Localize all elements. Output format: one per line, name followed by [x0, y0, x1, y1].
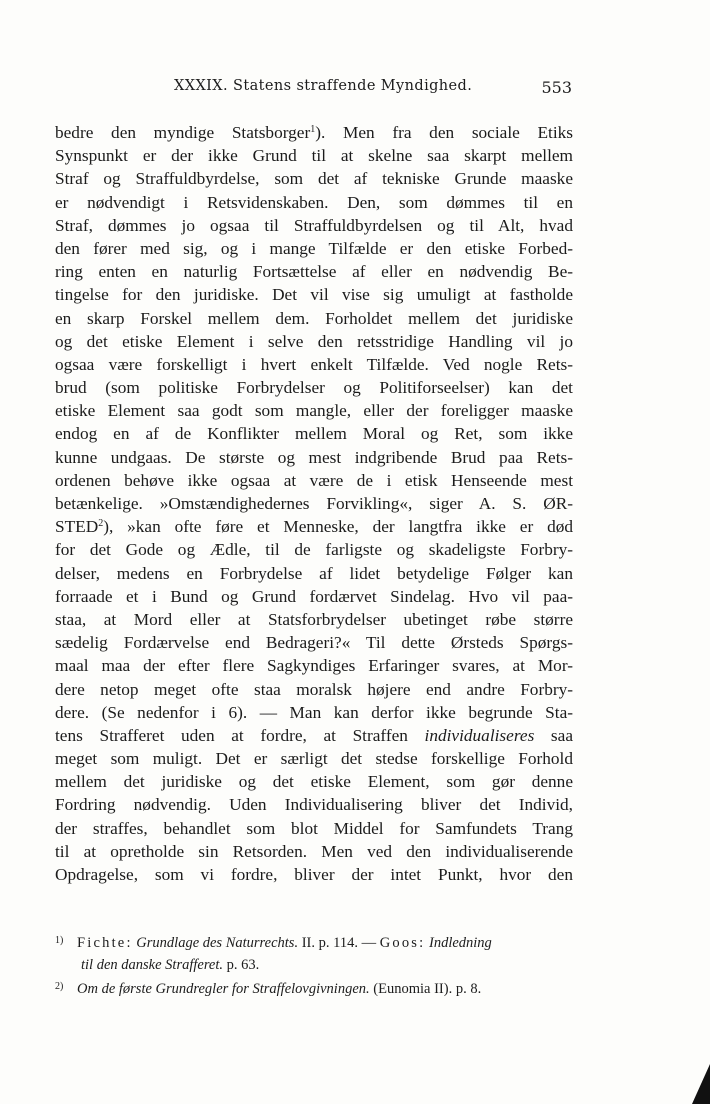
text-line: bedre den myndige Statsborger$^1$). Men fra den sociale Etiks: [55, 123, 573, 142]
footnote-ref-1[interactable]: 1: [310, 124, 316, 135]
footnote-work: til den danske Strafferet.: [81, 957, 224, 973]
text-line: tens Strafferet uden at fordre, at Straffen individualiseres saa: [55, 725, 573, 745]
footnote-2: 2) Om de første Grundregler for Straffelovgivningen. (Eunomia II). p. 8.: [55, 976, 573, 1000]
footnote-work: Om de første Grundregler for Straffelovgivningen.: [77, 981, 370, 997]
text-line: der straffes, behandlet som blot Middel for Samfundets Trang: [55, 818, 573, 838]
text-line: Fordring nødvendig. Uden Individualisering bliver det Individ,: [55, 795, 573, 815]
footnote-work: Grundlage des Naturrechts.: [136, 935, 299, 951]
text-line: og det etiske Element i selve den retsstridige Handling vil jo: [55, 331, 573, 351]
footnote-ref-2[interactable]: 2: [98, 518, 104, 530]
text-line: brud (som politiske Forbrydelser og Politiforseelser) kan det: [55, 378, 573, 398]
footnote-author: Fichte:: [77, 935, 133, 951]
text-line: delser, medens en Forbrydelse af lidet betydelige Følger kan: [55, 563, 573, 583]
text-line: er nødvendigt i Retsvidenskaben. Den, som dømmes til en: [55, 192, 573, 212]
text-line: endog en af de Konflikter mellem Moral og Ret, som ikke: [55, 424, 573, 444]
footnote-mark: 2): [55, 981, 64, 992]
footnote-author: Goos:: [379, 935, 426, 951]
text-line: ogsaa være forskelligt i hvert enkelt Tilfælde. Ved nogle Rets-: [55, 354, 573, 374]
footnote-1-continued: til den danske Strafferet. p. 63.: [81, 957, 260, 973]
text-line: maal maa der efter flere Sagkyndiges Erfaringer svares, at Mor-: [55, 656, 573, 676]
text-line: forraade et i Bund og Grund fordærvet Sindelag. Hvo vil paa-: [55, 586, 573, 606]
text-line: dere. (Se nedenfor i 6). — Man kan derfor ikke begrunde Sta-: [55, 702, 573, 722]
text-line: staa, at Mord eller at Statsforbrydelser ubetinget røbe større: [55, 609, 573, 629]
footnotes: [55, 930, 573, 1000]
text-line: Straf, dømmes jo ogsaa til Straffuldbyrdelsen og til Alt, hvad: [55, 215, 573, 235]
text-line: ordenen behøve ikke ogsaa at være de i etisk Henseende mest: [55, 470, 573, 490]
footnote-1: 1) Fichte: Grundlage des Naturrechts. II. p. 114. — Goos: Indledning: [55, 930, 573, 954]
text-line: Opdragelse, som vi fordre, bliver der intet Punkt, hvor den: [55, 865, 573, 884]
footnote-work: Indledning: [428, 935, 492, 951]
text-line: STED$^2$), »kan ofte føre et Menneske, der langtfra ikke er død: [55, 517, 573, 537]
text-line: meget som muligt. Det er særligt det stedse forskellige Forhold: [55, 749, 573, 769]
page-corner-shadow: [692, 1064, 710, 1104]
text-line: den fører med sig, og i mange Tilfælde er den etiske Forbed-: [55, 238, 573, 258]
text-line: Straf og Straffuldbyrdelse, som det af tekniske Grunde maaske: [55, 169, 573, 189]
text-line: kunne undgaas. De største og mest indgribende Brud paa Rets-: [55, 447, 573, 467]
body-text: [55, 121, 573, 886]
page-number: 553: [541, 78, 572, 97]
chapter-title: XXXIX. Statens straffende Myndighed.: [174, 78, 473, 94]
text-line: tingelse for den juridiske. Det vil vise sig umuligt at fastholde: [55, 285, 573, 305]
footnote-mark: 1): [55, 935, 64, 946]
text-line: ring enten en naturlig Fortsættelse af eller en nødvendig Be-: [55, 262, 573, 282]
text-line: sædelig Fordærvelse end Bedrageri?« Til dette Ørsteds Spørgs-: [55, 633, 573, 653]
emphasis: individualiseres: [424, 725, 535, 745]
text-line: for det Gode og Ædle, til de farligste og skadeligste Forbry-: [55, 540, 573, 560]
text-line: etiske Element saa godt som mangle, eller der foreligger maaske: [55, 401, 573, 421]
text-line: mellem det juridiske og det etiske Element, som gør denne: [55, 772, 573, 792]
text-line: Synspunkt er der ikke Grund til at skelne saa skarpt mellem: [55, 146, 573, 166]
text-line: betænkelige. »Omstændighedernes Forvikling«, siger A. S. ØR-: [55, 494, 573, 513]
text-line: dere netop meget ofte staa moralsk højere end andre Forbry-: [55, 679, 573, 699]
text-line: til at opretholde sin Retsorden. Men ved den individualiserende: [55, 841, 573, 861]
text-line: en skarp Forskel mellem dem. Forholdet mellem det juridiske: [55, 308, 573, 328]
